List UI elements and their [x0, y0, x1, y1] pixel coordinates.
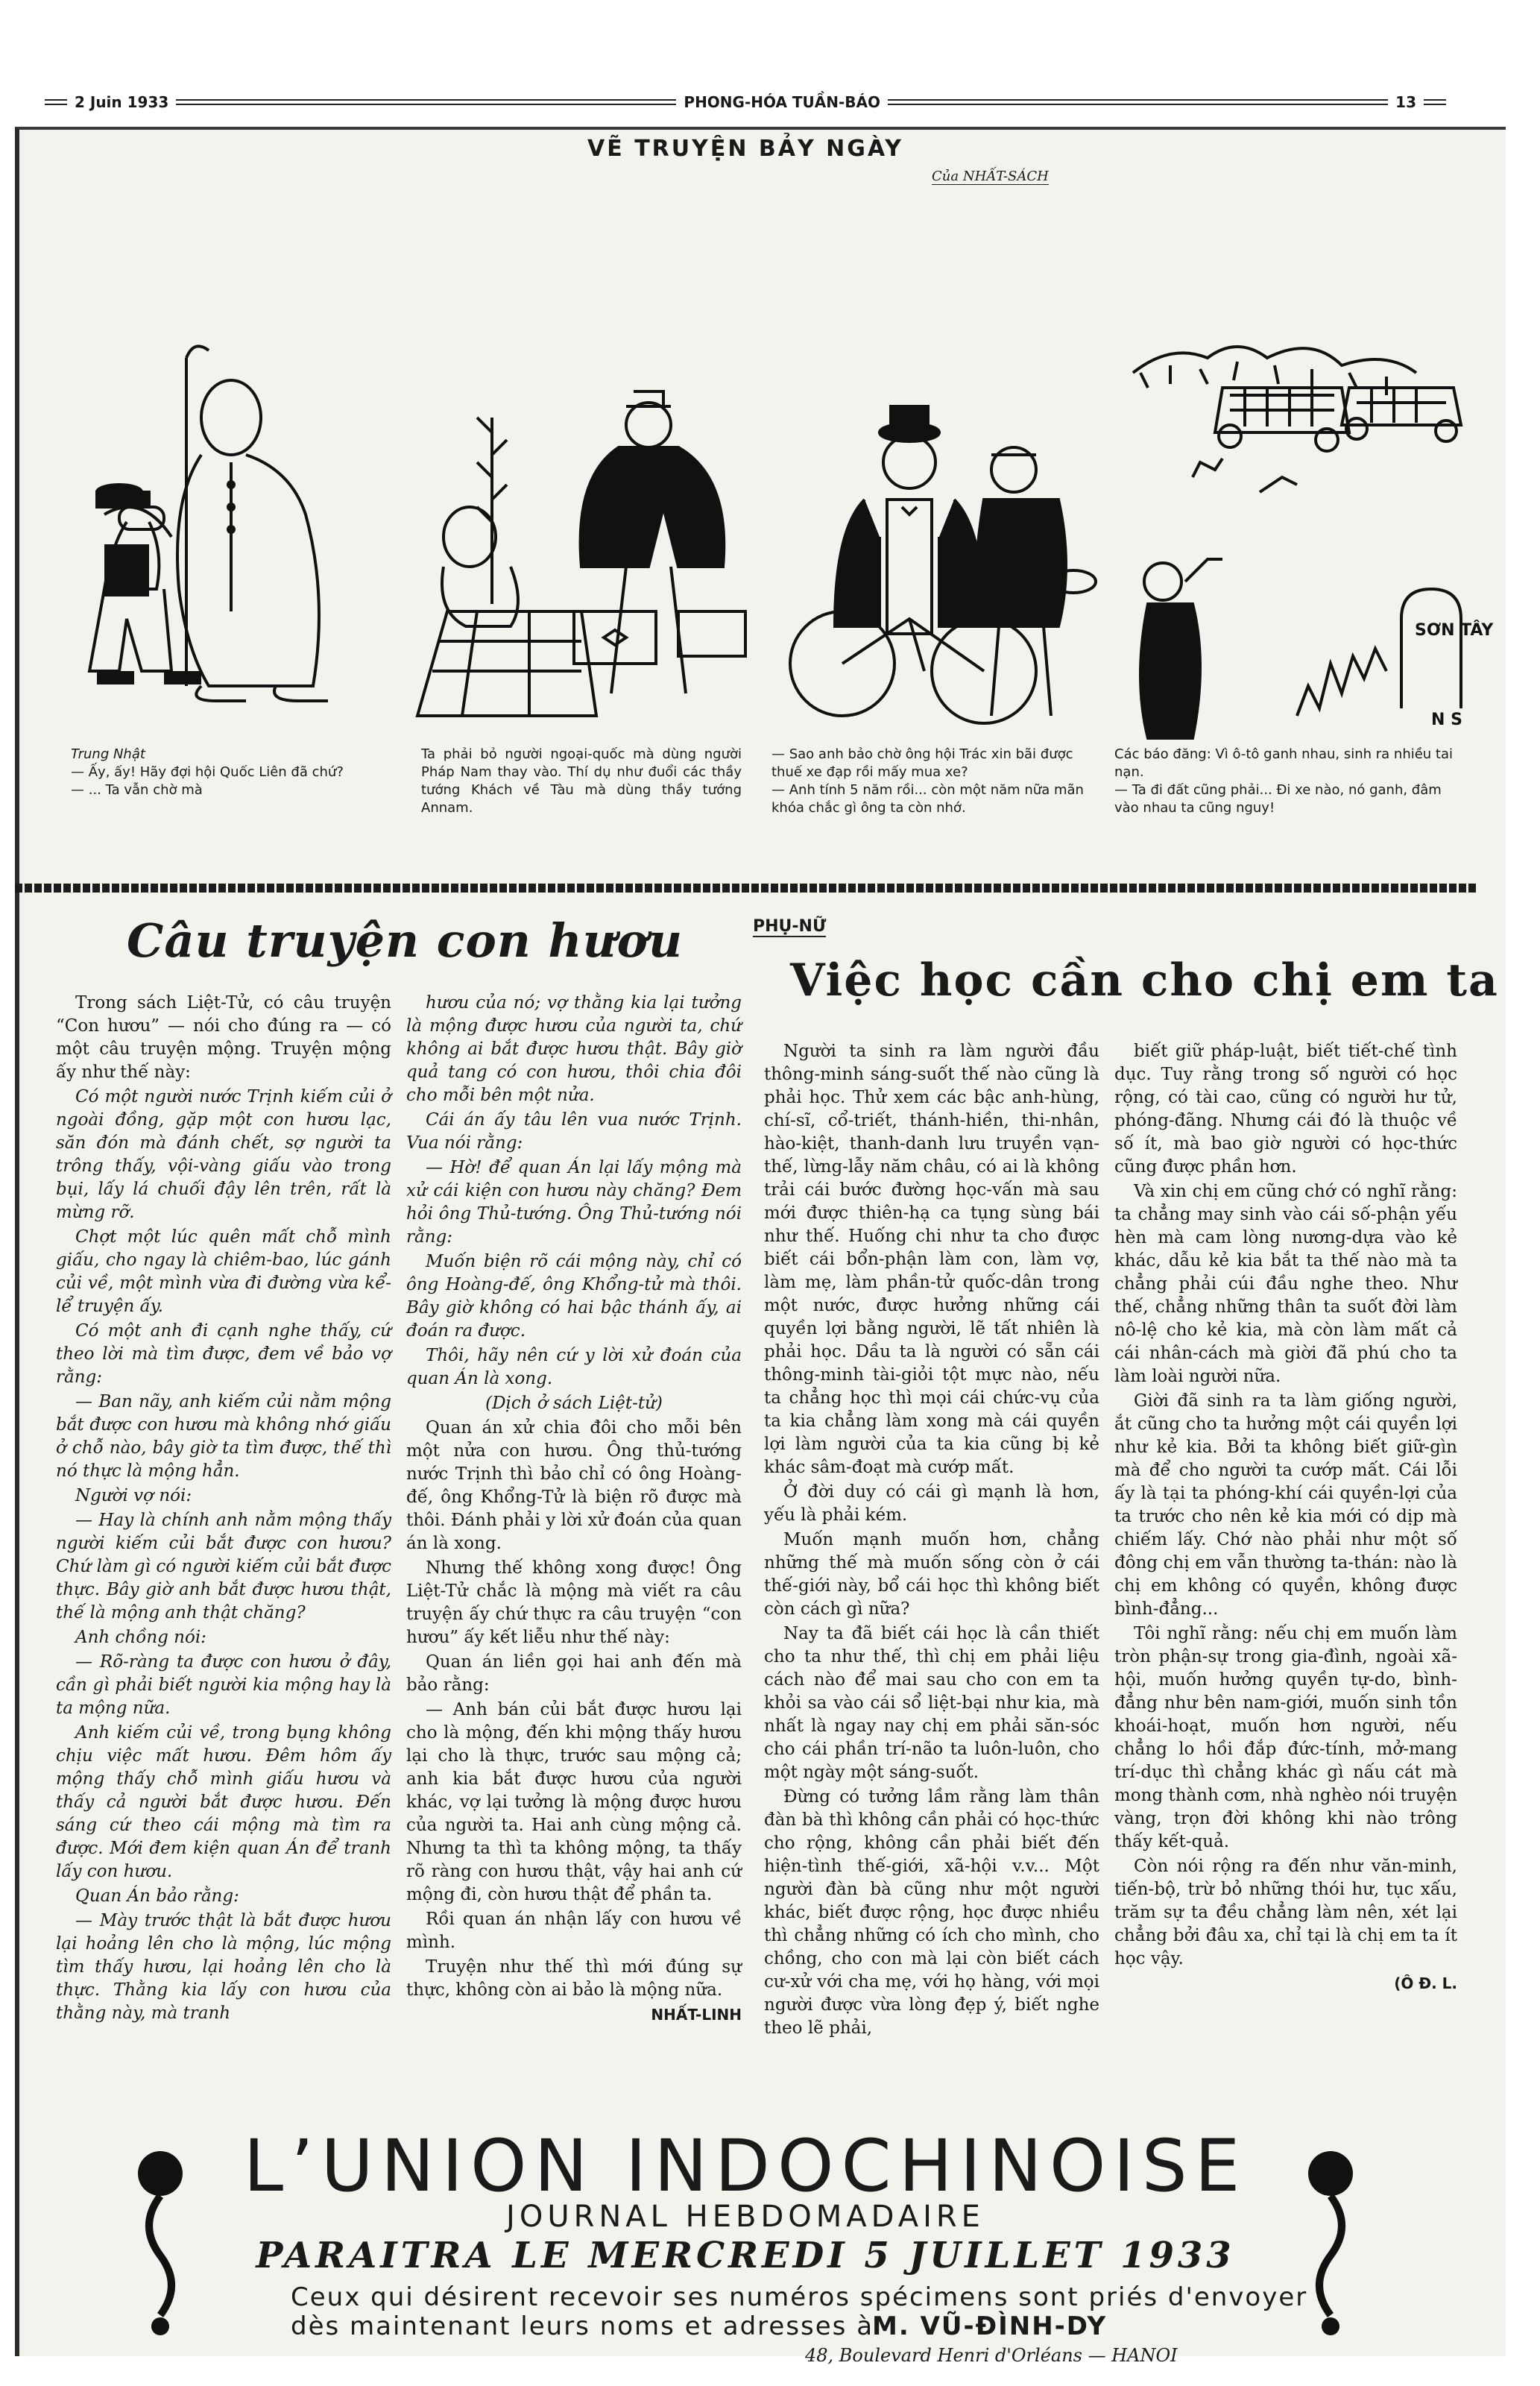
paragraph: Truyện như thế thì mới đúng sự thực, không còn ai bảo là mộng nữa. [406, 1957, 742, 2000]
article-title: Câu truyện con hươu [127, 913, 684, 968]
caption-line: Trung Nhật [71, 746, 145, 762]
cartoon-bicycle-men-illustration [768, 194, 1111, 731]
section-tag: PHỤ-NỮ [753, 917, 827, 936]
comic-panel-1 [52, 194, 380, 746]
comic-caption-4 [1114, 746, 1465, 817]
paragraph: — Hờ! để quan Án lại lấy mộng mà xử cái kiện con hươu này chăng? Đem hỏi ông Thủ-tướng. Ông Thủ-tướng nói rằng: [406, 1158, 742, 1247]
paragraph: Giời đã sinh ra ta làm giống người, ắt cũng cho ta hưởng một cái quyền lợi như kẻ kia. Bởi ta không biết giữ-gìn mà để cho người ta cướp mất. Cái lỗi ấy là tại ta phóng-khí cái quyền-lợi của ta trước cho nên kẻ kia mới có dịp mà chiếm lấy. Chớ nào phải như một số đông chị em vẫn thường ta-thán: nào là chị em không có quyền, không được bình-đẳng... [1114, 1391, 1457, 1619]
ad-contact-name: M. VŨ-ĐÌNH-DY [872, 2311, 1108, 2341]
comic-panel-3 [768, 194, 1111, 746]
page-header [37, 91, 1454, 113]
paragraph: Trong sách Liệt-Tử, có câu truyện “Con hươu” — nói cho đúng ra — có một câu truyện mộng. Truyện mộng ấy như thế này: [56, 993, 391, 1082]
paragraph: Muốn mạnh muốn hơn, chẳng những thế mà muốn sống còn ở cái thế-giới này, bổ cái học thì không biết còn cách gì nữa? [764, 1530, 1099, 1619]
article1-column-1 [56, 992, 391, 2103]
paragraph: (Dịch ở sách Liệt-tử) [485, 1394, 663, 1413]
article-signature: NHẤT-LINH [651, 2006, 742, 2024]
ad-title: L’UNION INDOCHINOISE [243, 2124, 1248, 2208]
paragraph: Người vợ nói: [75, 1486, 192, 1505]
header-rule [176, 99, 676, 105]
comic-title: VẼ TRUYỆN BẢY NGÀY [587, 136, 903, 162]
article1-column-2 [406, 992, 742, 2103]
paragraph: Tôi nghĩ rằng: nếu chị em muốn làm tròn phận-sự trong gia-đình, ngoài xã-hội, muốn hưởng quyền tự-do, bình-đẳng như bên nam-giới, muốn sinh tồn khoái-hoạt, muốn hơn người, nếu chẳng lo hồi đắp đức-tính, mở-mang trí-dục thì chẳng khác gì nấu cát mà mong thành cơm, nhà nghèo nói truyện vàng, trọn đời không khi nào trông thấy kết-quả. [1114, 1624, 1457, 1851]
ad-subtitle: JOURNAL HEBDOMADAIRE [506, 2200, 985, 2234]
header-rule [888, 99, 1388, 105]
caption-line: — Sao anh bảo chờ ông hội Trác xin bãi được thuế xe đạp rồi mấy mua xe? [771, 746, 1073, 780]
paragraph: biết giữ pháp-luật, biết tiết-chế tình dục. Tuy rằng trong số người có học rộng, có tài cao, cũng có người hư tử, phóng-đãng. Nhưng cái đó là thuộc về số ít, mà bao giờ người có học-thức cũng được phần hơn. [1114, 1042, 1457, 1177]
paragraph: hươu của nó; vợ thằng kia lại tưởng là mộng được hươu của người ta, chứ không ai bắt được hươu thật. Bây giờ quả tang có con hươu, thôi chia đôi cho mỗi bên một nửa. [406, 993, 742, 1105]
paragraph: — Mày trước thật là bắt được hươu lại hoảng lên cho là mộng, lúc mộng tìm thấy hươu, lại hoảng lên cho là thực. Thằng kia lấy con hươu của thằng này, mà tranh [56, 1911, 391, 2023]
article-signature: (Ô Đ. L. [1394, 1974, 1457, 1992]
comic-caption-2 [421, 746, 742, 817]
comic-caption-1 [71, 746, 384, 799]
paragraph: Nhưng thế không xong được! Ông Liệt-Tử chắc là mộng mà viết ra câu truyện ấy chứ thực ra câu truyện “con hươu” ấy kết liễu như thế này: [406, 1558, 742, 1647]
caption-line: Các báo đăng: Vì ô-tô ganh nhau, sinh ra nhiều tai nạn. [1114, 746, 1454, 780]
header-paper-name: PHONG-HÓA TUẦN-BÁO [684, 93, 881, 111]
paragraph: Ở đời duy có cái gì mạnh là hơn, yếu là phải kém. [764, 1482, 1099, 1525]
paragraph: Đừng có tưởng lầm rằng làm thân đàn bà thì không cần phải có học-thức cho rộng, không cần phải biết đến hiện-tình thế-giới, xã-hội v.v... Một người đàn bà cũng như một người khác, biết được rộng, học được nhiều thì chẳng những có ích cho mình, cho chồng, cho con mà lại còn biết cách cư-xử với cha mẹ, với họ hàng, với mọi người được vừa lòng đẹp ý, biết nghe theo lẽ phải, [764, 1787, 1099, 2038]
paragraph: Cái án ấy tâu lên vua nước Trịnh. Vua nói rằng: [406, 1110, 742, 1153]
paragraph: Có một anh đi cạnh nghe thấy, cứ theo lời mà tìm được, đem về bảo vợ rằng: [56, 1321, 391, 1387]
comic-panel-4 [1118, 194, 1494, 746]
sign-text: SƠN TÂY [1415, 621, 1494, 640]
header-page-number: 13 [1395, 93, 1416, 111]
paragraph: Rồi quan án nhận lấy con hươu về mình. [406, 1910, 742, 1952]
comic-byline: Của NHẤT-SÁCH [932, 169, 1049, 184]
paragraph: Nay ta đã biết cái học là cần thiết cho ta như thế, thì chị em phải liệu cách nào để mai sau cho con em ta khỏi sa vào cái sổ liệt-bại như kia, mà nhất là ngay nay chị em phải săn-sóc cho cái phần trí-não ta luôn-luôn, cho một ngày một sáng-suốt. [764, 1624, 1099, 1782]
ad-text: Ceux qui désirent recevoir ses numéros spécimens sont priés d'envoyer [291, 2282, 1308, 2312]
caption-line: Ta phải bỏ người ngoại-quốc mà dùng người Pháp Nam thay vào. Thí dụ như đuổi các thầy tướng Khách về Tàu mà dùng thầy tướng Annam. [421, 746, 742, 816]
paragraph: — Ban nãy, anh kiếm củi nằm mộng bắt được con hươu mà không nhớ giấu ở chỗ nào, bây giờ ta tìm được, thế thì nó thực là mộng hẳn. [56, 1392, 391, 1481]
cartoon-fortune-teller-illustration [403, 194, 753, 731]
header-date: 2 Juin 1933 [75, 93, 169, 111]
paragraph: Chợt một lúc quên mất chỗ mình giấu, cho ngay là chiêm-bao, lúc gánh củi về, một mình vừa đi đường vừa kể-lể truyện ấy. [56, 1227, 391, 1316]
paragraph: — Rõ-ràng ta được con hươu ở đây, cần gì phải biết người kia mộng hay là ta mộng nữa. [56, 1652, 391, 1718]
paragraph: Anh kiếm củi về, trong bụng không chịu việc mất hươu. Đêm hôm ấy mộng thấy chỗ mình giấu hươu và thấy cả người bắt được hươu. Đến sáng cứ theo cái mộng mà tìm ra được. Mới đem kiện quan Án để tranh lấy con hươu. [56, 1723, 391, 1881]
paragraph: Quan Án bảo rằng: [75, 1886, 239, 1906]
paragraph: Và xin chị em cũng chớ có nghĩ rằng: ta chẳng may sinh vào cái số-phận yếu hèn mà cam lòng nương-dựa vào kẻ khác, dẫu kẻ kia bắt ta thế nào mà ta chẳng phải cúi đầu nghe theo. Như thế, chẳng những thân ta suốt đời làm nô-lệ cho kẻ kia, mà còn làm mất cả cái nhân-cách mà giời đã phú cho ta làm loài người nữa. [1114, 1182, 1457, 1386]
ad-date-line: PARAITRA LE MERCREDI 5 JUILLET 1933 [256, 2235, 1235, 2276]
comic-panel-2 [403, 194, 753, 746]
artist-mark: N S [1431, 711, 1462, 729]
caption-line: — Anh tính 5 năm rồi... còn một năm nữa mãn khóa chắc gì ông ta còn nhớ. [771, 782, 1084, 816]
caption-line: — Ấy, ấy! Hãy đợi hội Quốc Liên đã chứ? [71, 764, 344, 780]
paragraph: Anh chồng nói: [75, 1628, 206, 1647]
header-rule [45, 99, 67, 105]
paragraph: Muốn biện rõ cái mộng này, chỉ có ông Hoàng-đế, ông Khổng-tử mà thôi. Bây giờ không có hai bậc thánh ấy, ai đoán ra được. [406, 1252, 742, 1341]
paragraph: Quan án xử chia đôi cho mỗi bên một nửa con hươu. Ông thủ-tướng nước Trịnh thì bảo chỉ có ông Hoàng-đế, ông Khổng-Tử là biện rõ được mà thôi. Đánh phải y lời xử đoán của quan án là xong. [406, 1418, 742, 1553]
paragraph: — Anh bán củi bắt được hươu lại cho là mộng, đến khi mộng thấy hươu lại cho là thực, trước sau mộng cả; anh kia bắt được hươu của người khác, vợ lại tưởng là mộng được hươu của người ta. Hai anh cùng mộng cả. Nhưng ta thì ta không mộng, ta thấy rõ ràng con hươu thật, vậy hai anh cứ mộng đi, còn hươu thật để phần ta. [406, 1700, 742, 1904]
cartoon-car-crash-illustration [1118, 194, 1494, 731]
paragraph: — Hay là chính anh nằm mộng thấy người kiếm củi bắt được con hươu? Chứ làm gì có người kiếm củi bắt được thực. Bây giờ anh bắt được hươu thật, thế là mộng anh thật chăng? [56, 1511, 391, 1622]
paragraph: Có một người nước Trịnh kiếm củi ở ngoài đồng, gặp một con hươu lạc, săn đón mà đánh chết, sợ người ta trông thấy, vội-vàng giấu vào trong bụi, lấy lá chuối đậy lên trên, rất là mừng rỡ. [56, 1087, 391, 1222]
paragraph: Thôi, hãy nên cứ y lời xử đoán của quan Án là xong. [406, 1346, 742, 1388]
section-divider [15, 884, 1476, 893]
caption-line: — Ta đi đất cũng phải... Đi xe nào, nó ganh, đâm vào nhau ta cũng nguy! [1114, 782, 1442, 816]
caption-line: — ... Ta vẫn chờ mà [71, 782, 203, 798]
article2-column-1 [764, 1040, 1099, 2099]
article2-column-2 [1114, 1040, 1457, 2099]
advertisement [15, 2114, 1476, 2367]
comic-caption-3 [771, 746, 1107, 817]
header-rule [1424, 99, 1446, 105]
ad-text: dès maintenant leurs noms et adresses à [291, 2311, 874, 2341]
ad-address: 48, Boulevard Henri d'Orléans — HANOI [805, 2345, 1178, 2366]
paragraph: Người ta sinh ra làm người đầu thông-minh sáng-suốt thế nào cũng là phải học. Thử xem các bậc anh-hùng, chí-sĩ, cổ-triết, thánh-hiền, thi-nhân, hào-kiệt, thanh-danh lưu truyền vạn-thế, lừng-lẫy năm châu, có ai là không trải cái bước đường học-vấn mà sau mới được thiên-hạ ca tụng sùng bái như thế. Huống chi như ta cho được biết cái bổn-phận làm con, làm vợ, làm mẹ, làm phần-tử quốc-dân trong một nước, được hưởng những cái quyền lợi bằng người, lẽ tất nhiên là phải học. Dầu ta là người có sẵn cái thông-minh tài-giỏi tột mực nào, nếu ta chẳng học thì mọi cái chức-vụ của ta kia chẳng làm xong mà cái quyền lợi làm người của ta kia cũng bị kẻ khác sâm-đoạt mà cướp mất. [764, 1042, 1099, 1477]
article-title: Việc học cần cho chị em ta [790, 954, 1499, 1007]
paragraph: Còn nói rộng ra đến như văn-minh, tiến-bộ, trừ bỏ những thói hư, tục xấu, trăm sự ta đều chẳng làm nên, xét lại chẳng bởi đâu xa, chỉ tại là chị em ta ít học vậy. [1114, 1857, 1457, 1968]
cartoon-officials-illustration [52, 194, 380, 731]
paragraph: Quan án liền gọi hai anh đến mà bảo rằng: [406, 1652, 742, 1695]
